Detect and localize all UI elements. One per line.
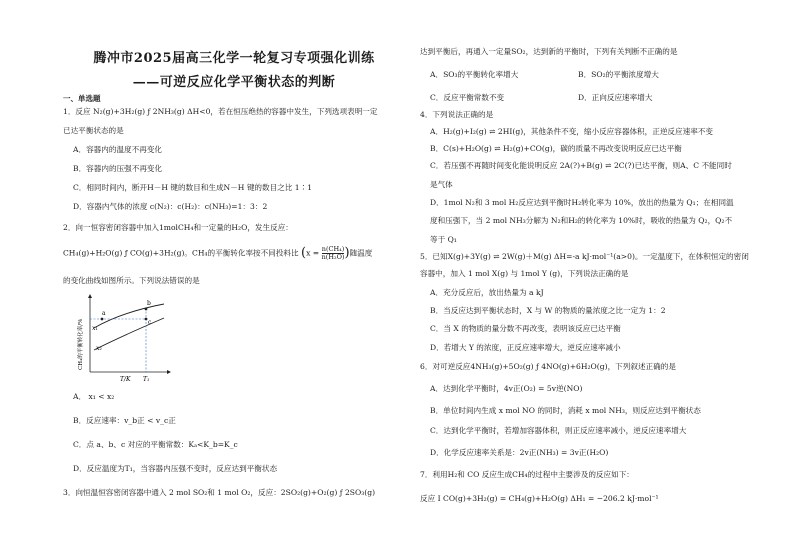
q4-option-d-line2: 度和压强下，当 2 mol NH₃分解为 N₂和H₂的转化率为 10%时，吸收的热量为 Q₂，Q₂不 bbox=[430, 216, 733, 225]
x1-series-label: x₁ bbox=[92, 325, 98, 332]
section-heading: 一、单选题 bbox=[63, 94, 101, 103]
q5-option-a: A．充分反应后，放出热量为 a kJ bbox=[430, 288, 544, 297]
document-subtitle: ——可逆反应化学平衡状态的判断 bbox=[132, 75, 336, 90]
q5-option-b: B．当反应达到平衡状态时，X 与 W 的物质的量浓度之比一定为 1：2 bbox=[430, 306, 666, 315]
q5-stem-line1: 5．已知X(g)+3Y(g) ⇌ 2W(g)＋M(g) ΔH=-a kJ·mol⁻¹(a>0)。一定温度下，在体积恒定的密闭 bbox=[420, 252, 749, 261]
q4-option-c-line2: 是气体 bbox=[430, 180, 453, 189]
q6-option-b: B．单位时间内生成 x mol NO 的同时，消耗 x mol NH₃，则反应达到平衡状态 bbox=[430, 406, 701, 415]
ratio-fraction bbox=[322, 246, 345, 261]
q6-option-c: C．达到化学平衡时，若增加容器体积，则正反应速率减小，逆反应速率增大 bbox=[430, 426, 687, 435]
x-axis-arrow bbox=[167, 370, 171, 374]
q7-reaction-1: 反应 I CO(g)+3H₂(g) = CH₄(g)+H₂O(g) ΔH₁ = −206.2 kJ·mol⁻¹ bbox=[420, 494, 659, 503]
t1-tick-label: T₁ bbox=[143, 376, 150, 382]
chart-svg bbox=[72, 292, 172, 382]
x2-series-label: x₂ bbox=[96, 345, 102, 352]
right-paren: ) bbox=[344, 245, 350, 261]
q4-stem: 4．下列说法正确的是 bbox=[420, 110, 494, 119]
q2-equation-tail: 随温度 bbox=[349, 248, 373, 258]
point-a-mark bbox=[101, 318, 104, 321]
y-axis-label: CH₄的平衡转化率/% bbox=[78, 318, 84, 370]
q2-equation-text: CH₄(g)+H₂O(g) ƒ CO(g)+3H₂(g)。CH₄的平衡转化率按不同投料比 bbox=[63, 248, 299, 258]
q2-option-c: C．点 a、b、c 对应的平衡常数：Kₐ<K_b=K_c bbox=[73, 440, 238, 449]
point-c-label: c bbox=[148, 319, 152, 326]
q6-option-d: D．化学反应速率关系是：2v正(NH₃) = 3v正(H₂O) bbox=[430, 448, 609, 457]
q3-stem-cont: 达到平衡后，再通入一定量SO₂，达到新的平衡时，下列有关判断不正确的是 bbox=[420, 47, 678, 56]
y-axis-arrow bbox=[88, 294, 92, 298]
q6-option-a: A．达到化学平衡时，4v正(O₂) = 5v逆(NO) bbox=[430, 384, 583, 393]
q1-stem-line1: 1．反应 N₂(g)+3H₂(g) ƒ 2NH₃(g) ΔH<0，若在恒压绝热的容器中发生，下列选项表明一定 bbox=[63, 107, 378, 116]
point-c-mark bbox=[145, 318, 148, 321]
q4-option-d-line3: 等于 Q₁ bbox=[430, 235, 457, 244]
q1-option-d: D．容器内气体的浓度 c(N₂)：c(H₂)：c(NH₃)=1：3：2 bbox=[73, 202, 268, 211]
q3-option-d: D．正向反应速率增大 bbox=[578, 93, 653, 102]
point-b-mark bbox=[145, 308, 148, 311]
q7-stem: 7．利用H₂和 CO 反应生成CH₄的过程中主要涉及的反应如下： bbox=[420, 470, 634, 479]
conversion-chart bbox=[72, 292, 172, 382]
q3-stem-line1: 3．向恒温恒容密闭容器中通入 2 mol SO₂和 1 mol O₂，反应：2SO₂(g)+O₂(g) ƒ 2SO₃(g) bbox=[63, 488, 376, 497]
q3-option-b: B．SO₂的平衡浓度增大 bbox=[578, 70, 659, 79]
q1-option-c: C．相同时间内，断开H－H 键的数目和生成N－H 键的数目之比 1∶1 bbox=[73, 183, 313, 192]
q2-stem-line3: 的变化曲线如图所示。下列说法错误的是 bbox=[63, 276, 200, 285]
q1-stem-line2: 已达平衡状态的是 bbox=[63, 126, 124, 135]
fraction-denominator: n(H₂O) bbox=[321, 253, 345, 261]
document-title: 腾冲市2025届高三化学一轮复习专项强化训练 bbox=[93, 51, 375, 66]
q3-option-a: A．SO₃的平衡转化率增大 bbox=[430, 70, 519, 79]
q1-option-b: B．容器内的压强不再变化 bbox=[73, 164, 163, 173]
x-axis-label: T/K bbox=[120, 376, 131, 382]
point-a-label: a bbox=[102, 310, 106, 317]
point-b-label: b bbox=[147, 300, 151, 307]
left-paren: ( bbox=[301, 245, 307, 261]
q4-option-c-line1: C．若压强不再随时间变化能说明反应 2A(?)+B(g) ⇌ 2C(?)已达平衡，则A、C 不能同时 bbox=[430, 161, 732, 170]
q5-option-d: D．若增大 Y 的浓度，正反应速率增大，逆反应速率减小 bbox=[430, 343, 621, 352]
q1-option-a: A．容器内的温度不再变化 bbox=[73, 145, 163, 154]
q2-option-b: B．反应速率：v_b正 < v_c正 bbox=[73, 416, 176, 425]
q2-stem-line1: 2．向一恒容密闭容器中加入1molCH₄和一定量的H₂O，发生反应： bbox=[63, 223, 293, 232]
q6-stem: 6．对可逆反应4NH₃(g)+5O₂(g) ƒ 4NO(g)+6H₂O(g)，下列叙述正确的是 bbox=[420, 362, 676, 371]
q4-option-b: B．C(s)+H₂O(g) ⇌ H₂(g)+CO(g)，碳的质量不再改变说明反应已达平衡 bbox=[430, 144, 682, 153]
q4-option-a: A．H₂(g)+I₂(g) ⇌ 2HI(g)，其他条件不变，缩小反应容器体积，正逆反应速率不变 bbox=[430, 127, 713, 136]
fraction-numerator: n(CH₄) bbox=[321, 245, 345, 253]
q2-equation-line bbox=[63, 246, 372, 261]
q3-option-c: C．反应平衡常数不变 bbox=[430, 93, 505, 102]
q2-option-d: D．反应温度为T₁，当容器内压强不变时，反应达到平衡状态 bbox=[73, 464, 278, 473]
q5-option-c: C．当 X 的物质的量分数不再改变，表明该反应已达平衡 bbox=[430, 324, 621, 333]
q2-option-a: A． x₁ < x₂ bbox=[73, 392, 115, 401]
q4-option-d-line1: D．1mol N₂和 3 mol H₂反应达到平衡时H₂转化率为 10%，放出的热量为 Q₁；在相同温 bbox=[430, 198, 734, 207]
ratio-symbol: x = bbox=[306, 248, 320, 258]
q5-stem-line2: 容器中，加入 1 mol X(g) 与 1mol Y (g)，下列说法正确的是 bbox=[420, 269, 629, 278]
